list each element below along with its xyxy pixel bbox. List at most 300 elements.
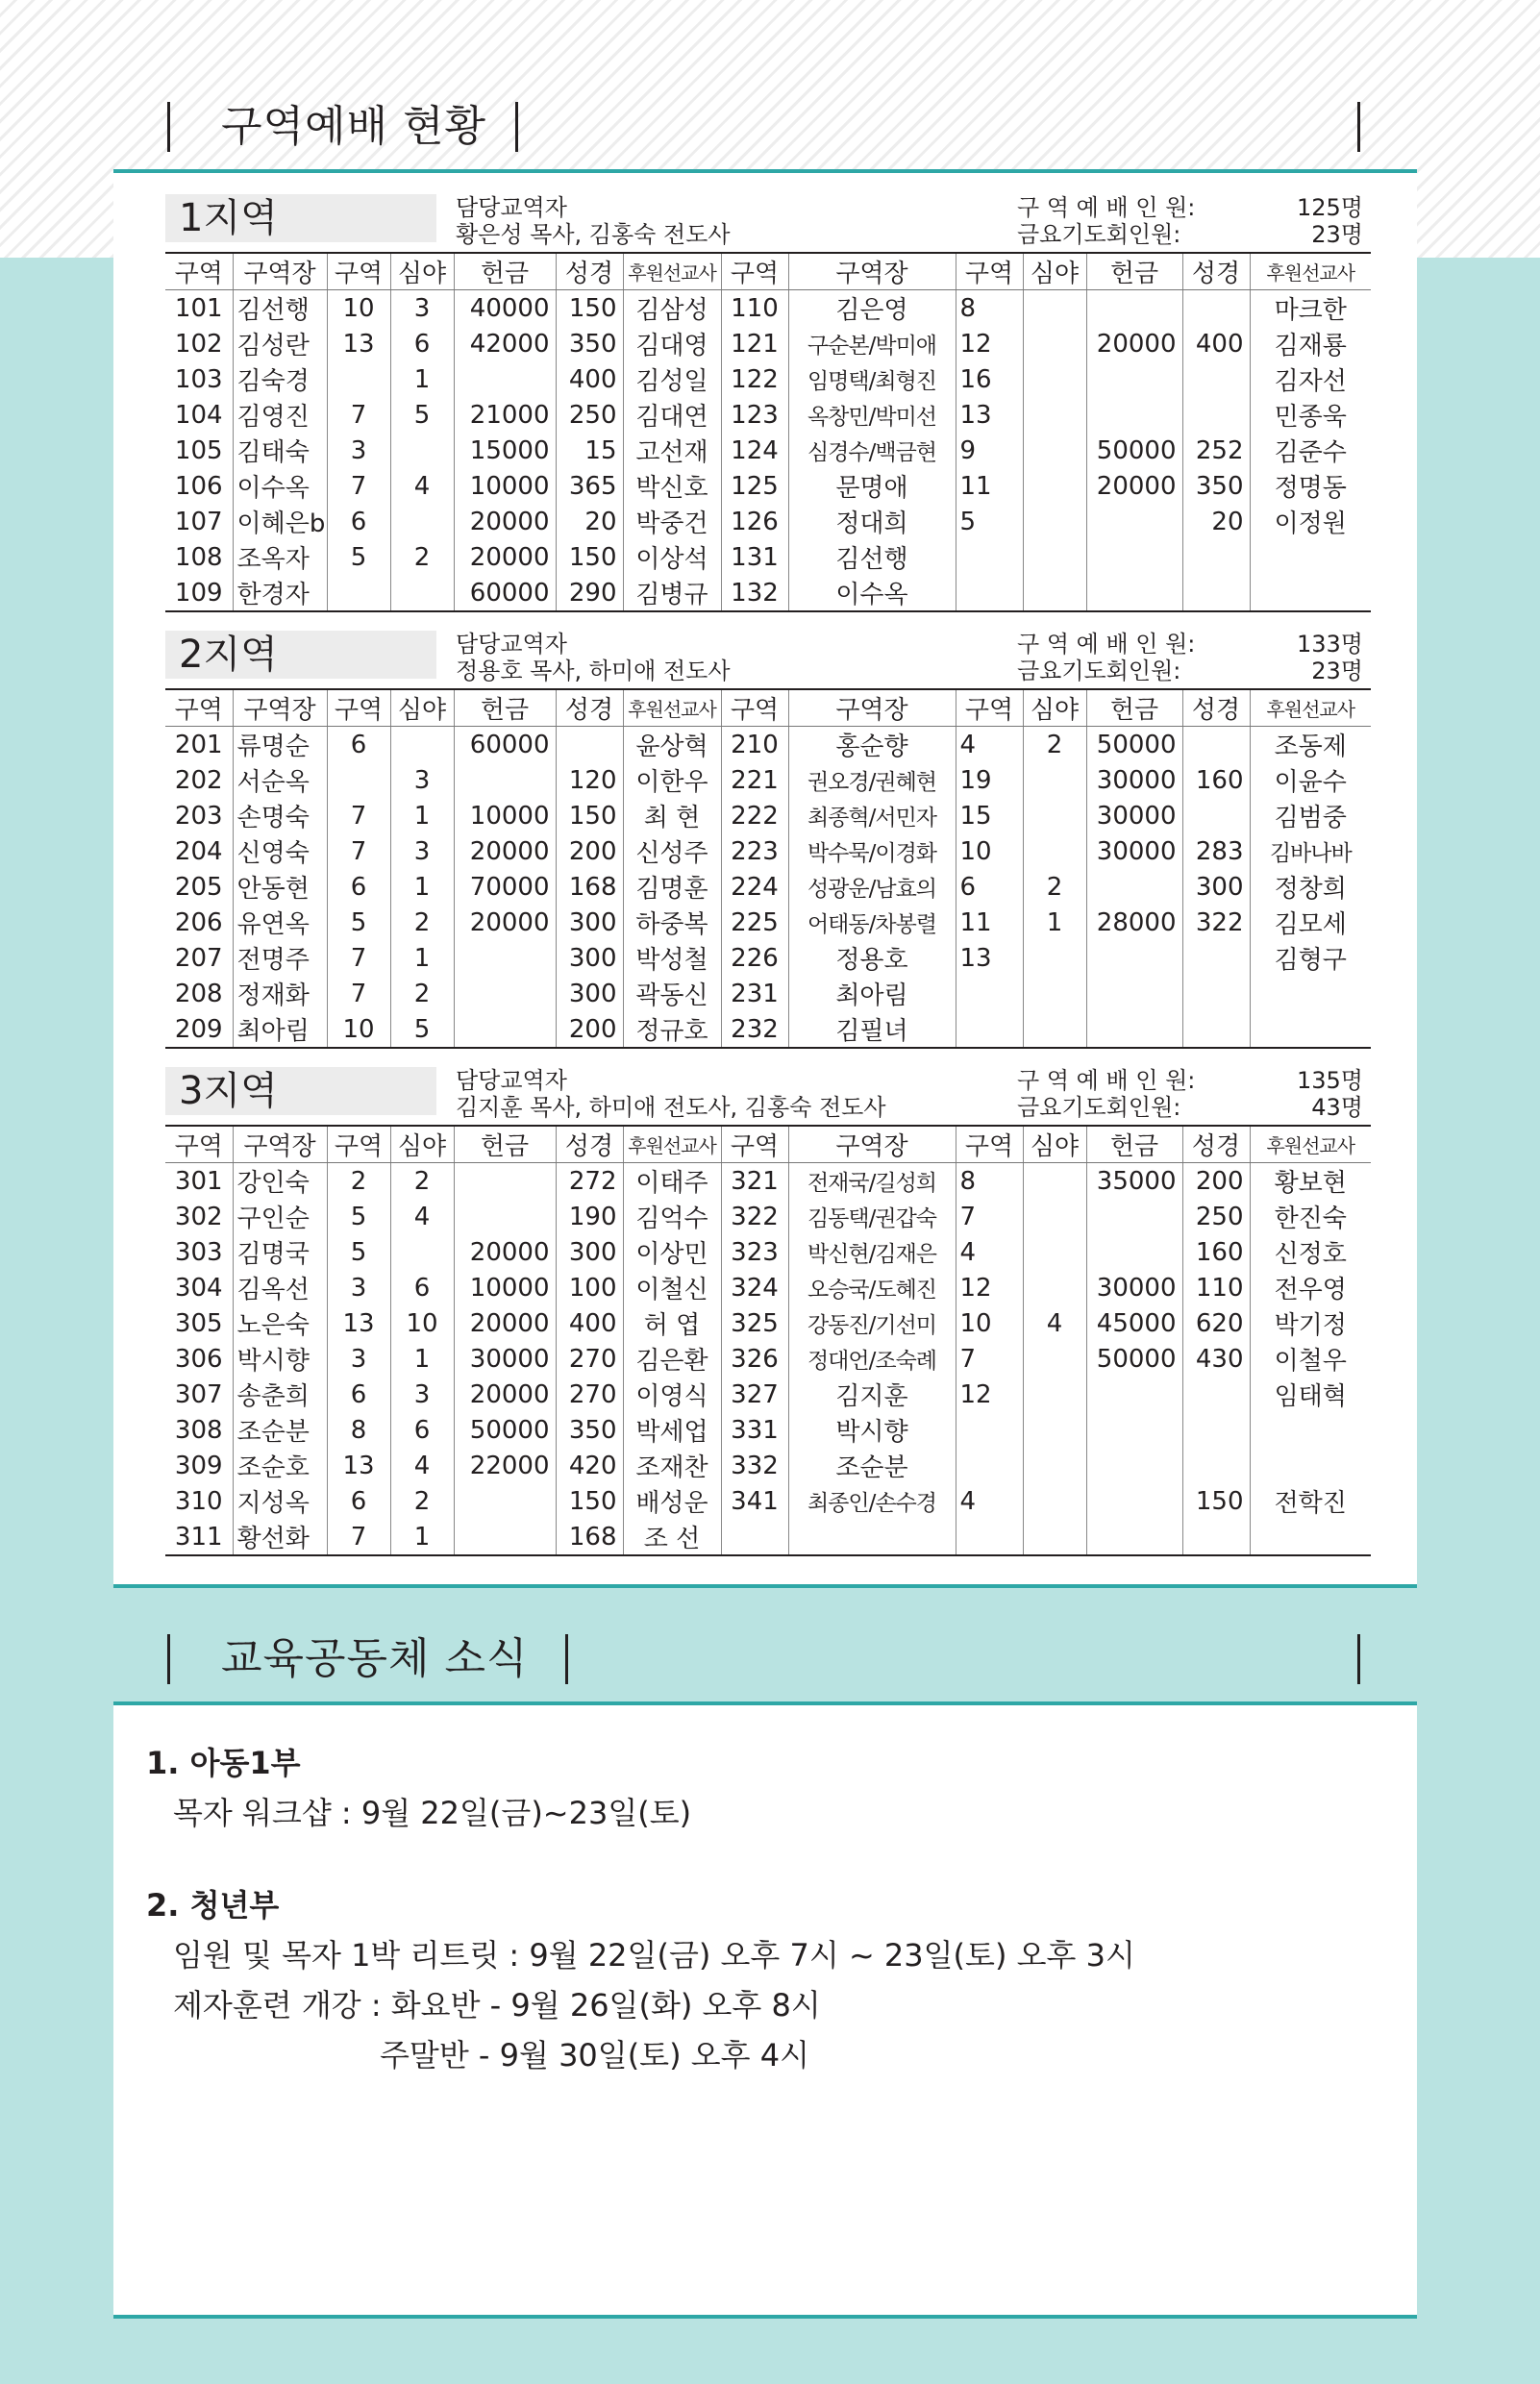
zone-count: 12 — [956, 326, 1023, 361]
column-header: 구역장 — [788, 1126, 956, 1163]
zone-number: 205 — [174, 872, 223, 902]
column-header: 구역 — [956, 1126, 1023, 1163]
missionary: 허 엽 — [623, 1305, 721, 1341]
zone-number: 209 — [174, 1014, 223, 1044]
missionary: 김재룡 — [1250, 326, 1371, 361]
bible-count: 150 — [1182, 1483, 1250, 1519]
night-count: 1 — [1023, 905, 1086, 940]
zone-leader: 정대희 — [788, 504, 956, 539]
header-bar-title-end — [515, 102, 518, 152]
night-count: 1 — [390, 940, 454, 976]
offering — [1086, 504, 1182, 539]
zone-number: 331 — [721, 1412, 788, 1448]
column-header: 구역 — [956, 253, 1023, 290]
offering: 20000 — [1086, 326, 1182, 361]
zone-leader: 김명국 — [233, 1234, 327, 1270]
missionary: 김성일 — [623, 361, 721, 397]
zone-number: 305 — [174, 1308, 223, 1338]
zone-count: 7 — [327, 1519, 390, 1555]
column-header: 헌금 — [1086, 253, 1182, 290]
zone-leader: 박시향 — [788, 1412, 956, 1448]
pastor-names: 정용호 목사, 하미애 전도사 — [456, 658, 731, 684]
zone-count: 5 — [327, 1199, 390, 1234]
zone-number: 310 — [174, 1486, 223, 1516]
zone-leader: 전재국/길성희 — [788, 1163, 956, 1200]
column-header: 구역 — [956, 689, 1023, 727]
missionary: 임태혁 — [1250, 1377, 1371, 1412]
column-header: 헌금 — [454, 689, 556, 727]
zone-leader: 조순분 — [233, 1412, 327, 1448]
missionary: 이상민 — [623, 1234, 721, 1270]
offering — [1086, 397, 1182, 433]
night-count: 5 — [390, 397, 454, 433]
night-count: 1 — [390, 1341, 454, 1377]
missionary — [1250, 539, 1371, 575]
prayer-value: 23명 — [1311, 658, 1363, 684]
zone-count: 3 — [327, 1270, 390, 1305]
news-line: 임원 및 목자 1박 리트릿 : 9월 22일(금) 오후 7시 ~ 23일(토) 오후 3시 — [173, 1937, 1135, 1974]
offering — [1086, 1483, 1182, 1519]
zone-count: 10 — [956, 1305, 1023, 1341]
night-count — [1023, 539, 1086, 575]
offering — [1086, 290, 1182, 327]
missionary: 김범중 — [1250, 798, 1371, 833]
zone-count: 7 — [327, 468, 390, 504]
zone-leader: 노은숙 — [233, 1305, 327, 1341]
bible-count — [1182, 539, 1250, 575]
prayer-label: 금요기도회인원: — [1017, 658, 1181, 684]
zone-number: 207 — [174, 943, 223, 973]
bible-count — [1182, 1011, 1250, 1048]
night-count: 4 — [1023, 1305, 1086, 1341]
zone-count: 10 — [327, 1011, 390, 1048]
column-header: 심야 — [1023, 1126, 1086, 1163]
zone-number: 103 — [174, 364, 223, 394]
zone-number: 323 — [721, 1234, 788, 1270]
zone-leader: 임명택/최형진 — [788, 361, 956, 397]
zone-count: 6 — [327, 869, 390, 905]
section-title: 교육공동체 소식 — [221, 1634, 529, 1683]
offering: 30000 — [454, 1341, 556, 1377]
night-count — [1023, 1234, 1086, 1270]
offering — [1086, 361, 1182, 397]
night-count: 3 — [390, 762, 454, 798]
bible-count: 252 — [1182, 433, 1250, 468]
night-count — [1023, 433, 1086, 468]
bible-count — [1182, 575, 1250, 611]
offering: 21000 — [454, 397, 556, 433]
zone-number: 326 — [721, 1341, 788, 1377]
zone-count: 7 — [956, 1341, 1023, 1377]
bible-count: 420 — [556, 1448, 623, 1483]
table-row — [165, 539, 1371, 575]
pastor-info — [456, 631, 731, 684]
missionary: 이영식 — [623, 1377, 721, 1412]
region-name: 3지역 — [165, 1067, 436, 1115]
bible-count: 300 — [1182, 869, 1250, 905]
attendance-value: 135명 — [1297, 1067, 1363, 1094]
offering: 30000 — [1086, 833, 1182, 869]
missionary: 박신호 — [623, 468, 721, 504]
bible-count — [1182, 1377, 1250, 1412]
night-count — [1023, 504, 1086, 539]
offering: 30000 — [1086, 762, 1182, 798]
missionary: 전학진 — [1250, 1483, 1371, 1519]
column-header: 구역 — [165, 689, 233, 727]
zone-leader: 송춘희 — [233, 1377, 327, 1412]
zone-count: 3 — [327, 1341, 390, 1377]
zone-count: 8 — [327, 1412, 390, 1448]
zone-number: 232 — [721, 1011, 788, 1048]
bible-count: 20 — [556, 504, 623, 539]
prayer-label: 금요기도회인원: — [1017, 221, 1181, 248]
zone-count: 15 — [956, 798, 1023, 833]
night-count: 1 — [390, 798, 454, 833]
missionary: 이태주 — [623, 1163, 721, 1200]
offering: 20000 — [454, 539, 556, 575]
zone-leader: 박수묵/이경화 — [788, 833, 956, 869]
news-line: 주말반 - 9월 30일(토) 오후 4시 — [380, 2037, 810, 2074]
night-count: 1 — [390, 361, 454, 397]
zone-leader: 김지훈 — [788, 1377, 956, 1412]
zone-number: 131 — [721, 539, 788, 575]
table-row — [165, 1234, 1371, 1270]
zone-count — [956, 539, 1023, 575]
zone-number: 110 — [721, 290, 788, 327]
offering — [1086, 1377, 1182, 1412]
column-header: 후원선교사 — [623, 253, 721, 290]
zone-leader: 조순분 — [788, 1448, 956, 1483]
bible-count — [1182, 727, 1250, 763]
bible-count: 350 — [1182, 468, 1250, 504]
night-count: 1 — [390, 869, 454, 905]
night-count: 4 — [390, 1199, 454, 1234]
night-count — [390, 727, 454, 763]
column-header: 구역 — [327, 253, 390, 290]
night-count — [1023, 1519, 1086, 1555]
offering — [1086, 1011, 1182, 1048]
column-header: 심야 — [390, 689, 454, 727]
missionary: 이철우 — [1250, 1341, 1371, 1377]
zone-leader: 최아림 — [233, 1011, 327, 1048]
zone-count — [327, 575, 390, 611]
column-header: 구역장 — [233, 253, 327, 290]
prayer-value: 43명 — [1311, 1094, 1363, 1121]
column-header: 구역 — [327, 689, 390, 727]
offering: 10000 — [454, 468, 556, 504]
zone-count — [956, 976, 1023, 1011]
column-header: 성경 — [1182, 1126, 1250, 1163]
offering — [454, 361, 556, 397]
column-header: 후원선교사 — [623, 1126, 721, 1163]
offering: 20000 — [454, 905, 556, 940]
table-header-row — [165, 253, 1371, 290]
bible-count: 20 — [1182, 504, 1250, 539]
zone-leader: 류명순 — [233, 727, 327, 763]
zone-number — [721, 1519, 788, 1555]
region-name: 1지역 — [165, 194, 436, 242]
table-header-row — [165, 689, 1371, 727]
zone-number: 322 — [721, 1199, 788, 1234]
night-count — [1023, 1377, 1086, 1412]
header-bar-right — [1357, 1634, 1360, 1684]
section-rule-bottom — [113, 1584, 1417, 1588]
region-name: 2지역 — [165, 631, 436, 679]
offering: 50000 — [454, 1412, 556, 1448]
night-count — [1023, 326, 1086, 361]
pastor-info — [456, 194, 731, 248]
table-row — [165, 940, 1371, 976]
offering: 20000 — [454, 1234, 556, 1270]
news-heading-youth: 2. 청년부 — [146, 1887, 280, 1924]
column-header: 심야 — [1023, 253, 1086, 290]
zone-number: 121 — [721, 326, 788, 361]
pastor-names: 황은성 목사, 김홍숙 전도사 — [456, 221, 731, 248]
table-row — [165, 727, 1371, 763]
offering — [454, 1483, 556, 1519]
section-title: 구역예배 현황 — [221, 102, 487, 151]
zone-number: 226 — [721, 940, 788, 976]
table-row — [165, 1412, 1371, 1448]
table-row — [165, 869, 1371, 905]
offering: 10000 — [454, 798, 556, 833]
zone-number: 210 — [721, 727, 788, 763]
bible-count: 283 — [1182, 833, 1250, 869]
column-header: 구역 — [165, 1126, 233, 1163]
bible-count: 150 — [556, 290, 623, 327]
zone-number: 208 — [174, 979, 223, 1008]
missionary: 이윤수 — [1250, 762, 1371, 798]
zone-count: 5 — [327, 905, 390, 940]
night-count — [390, 1234, 454, 1270]
zone-count: 6 — [956, 869, 1023, 905]
zone-count: 7 — [327, 798, 390, 833]
zone-count: 16 — [956, 361, 1023, 397]
zone-count: 13 — [327, 1448, 390, 1483]
bible-count — [1182, 798, 1250, 833]
table-row — [165, 433, 1371, 468]
bible-count: 272 — [556, 1163, 623, 1200]
offering: 20000 — [454, 504, 556, 539]
zone-leader: 정용호 — [788, 940, 956, 976]
news-heading-children: 1. 아동1부 — [146, 1745, 301, 1781]
offering: 22000 — [454, 1448, 556, 1483]
zone-number: 341 — [721, 1483, 788, 1519]
bible-count — [1182, 976, 1250, 1011]
attendance-summary — [1017, 194, 1363, 248]
table-row — [165, 798, 1371, 833]
offering: 20000 — [1086, 468, 1182, 504]
header-bar-title-end — [565, 1634, 568, 1684]
column-header: 구역 — [327, 1126, 390, 1163]
offering: 50000 — [1086, 433, 1182, 468]
night-count — [1023, 1270, 1086, 1305]
missionary: 윤상혁 — [623, 727, 721, 763]
night-count — [1023, 1011, 1086, 1048]
table-row — [165, 504, 1371, 539]
night-count — [1023, 575, 1086, 611]
news-line: 제자훈련 개강 : 화요반 - 9월 26일(화) 오후 8시 — [173, 1987, 821, 2024]
night-count — [1023, 833, 1086, 869]
zone-count: 4 — [956, 727, 1023, 763]
zone-count — [956, 1412, 1023, 1448]
bible-count: 110 — [1182, 1270, 1250, 1305]
zone-leader: 황선화 — [233, 1519, 327, 1555]
missionary: 박성철 — [623, 940, 721, 976]
missionary: 배성운 — [623, 1483, 721, 1519]
missionary: 김삼성 — [623, 290, 721, 327]
table-row — [165, 1011, 1371, 1048]
zone-leader: 김은영 — [788, 290, 956, 327]
night-count: 6 — [390, 1270, 454, 1305]
column-header: 구역 — [721, 1126, 788, 1163]
missionary — [1250, 976, 1371, 1011]
offering — [1086, 940, 1182, 976]
zone-number: 321 — [721, 1163, 788, 1200]
night-count: 4 — [390, 1448, 454, 1483]
table-row — [165, 833, 1371, 869]
missionary: 정명동 — [1250, 468, 1371, 504]
bible-count: 322 — [1182, 905, 1250, 940]
bible-count: 300 — [556, 976, 623, 1011]
zone-count: 10 — [956, 833, 1023, 869]
prayer-label: 금요기도회인원: — [1017, 1094, 1181, 1121]
attendance-label: 구 역 예 배 인 원: — [1017, 631, 1196, 658]
zone-number: 325 — [721, 1305, 788, 1341]
bible-count: 430 — [1182, 1341, 1250, 1377]
offering — [1086, 539, 1182, 575]
zone-count: 4 — [956, 1483, 1023, 1519]
zone-count: 5 — [327, 1234, 390, 1270]
zone-number: 126 — [721, 504, 788, 539]
pastor-label: 담당교역자 — [456, 194, 567, 221]
column-header: 구역장 — [233, 1126, 327, 1163]
missionary: 김억수 — [623, 1199, 721, 1234]
missionary: 김형구 — [1250, 940, 1371, 976]
zone-number: 202 — [174, 765, 223, 795]
missionary: 박중건 — [623, 504, 721, 539]
bible-count: 620 — [1182, 1305, 1250, 1341]
missionary: 정규호 — [623, 1011, 721, 1048]
missionary: 민종욱 — [1250, 397, 1371, 433]
column-header: 심야 — [390, 1126, 454, 1163]
night-count: 3 — [390, 833, 454, 869]
missionary: 조재찬 — [623, 1448, 721, 1483]
zone-number: 123 — [721, 397, 788, 433]
offering — [1086, 1234, 1182, 1270]
zone-number: 311 — [174, 1522, 223, 1552]
zone-leader: 김동택/권갑숙 — [788, 1199, 956, 1234]
night-count — [1023, 468, 1086, 504]
zone-count: 8 — [956, 1163, 1023, 1200]
zone-leader: 최종혁/서민자 — [788, 798, 956, 833]
zone-count: 13 — [956, 940, 1023, 976]
missionary: 박세업 — [623, 1412, 721, 1448]
missionary: 이정원 — [1250, 504, 1371, 539]
column-header: 후원선교사 — [623, 689, 721, 727]
night-count: 2 — [390, 539, 454, 575]
table-row — [165, 762, 1371, 798]
zone-count — [956, 1519, 1023, 1555]
night-count: 2 — [390, 1483, 454, 1519]
zone-leader: 김필녀 — [788, 1011, 956, 1048]
column-header: 구역 — [165, 253, 233, 290]
missionary — [1250, 575, 1371, 611]
column-header: 성경 — [556, 689, 623, 727]
table-row — [165, 1305, 1371, 1341]
table-row — [165, 1483, 1371, 1519]
zone-leader: 구순본/박미애 — [788, 326, 956, 361]
zone-count: 13 — [327, 326, 390, 361]
zone-leader: 성광운/남효의 — [788, 869, 956, 905]
attendance-summary — [1017, 631, 1363, 684]
offering — [1086, 1199, 1182, 1234]
offering: 15000 — [454, 433, 556, 468]
night-count — [1023, 798, 1086, 833]
bible-count: 190 — [556, 1199, 623, 1234]
zone-leader: 박신현/김재은 — [788, 1234, 956, 1270]
zone-count: 10 — [327, 290, 390, 327]
bible-count: 270 — [556, 1377, 623, 1412]
pastor-info — [456, 1067, 886, 1121]
zone-number: 109 — [174, 578, 223, 608]
zone-leader: 김옥선 — [233, 1270, 327, 1305]
zone-table — [165, 688, 1371, 1049]
bible-count — [1182, 1519, 1250, 1555]
bible-count: 120 — [556, 762, 623, 798]
table-row — [165, 1270, 1371, 1305]
missionary: 김준수 — [1250, 433, 1371, 468]
zone-number: 307 — [174, 1379, 223, 1409]
section-header-worship — [0, 98, 1540, 156]
table-row — [165, 1519, 1371, 1555]
zone-number: 225 — [721, 905, 788, 940]
night-count — [390, 504, 454, 539]
table-header-row — [165, 1126, 1371, 1163]
zone-number: 125 — [721, 468, 788, 504]
zone-number: 106 — [174, 471, 223, 501]
night-count — [1023, 397, 1086, 433]
zone-count: 5 — [956, 504, 1023, 539]
section-rule-bottom — [113, 2315, 1417, 2319]
zone-number: 101 — [174, 293, 223, 323]
offering — [454, 762, 556, 798]
bible-count: 400 — [556, 1305, 623, 1341]
missionary: 김명훈 — [623, 869, 721, 905]
table-row — [165, 575, 1371, 611]
zone-count: 11 — [956, 905, 1023, 940]
zone-table — [165, 252, 1371, 612]
offering: 70000 — [454, 869, 556, 905]
zone-count: 7 — [327, 976, 390, 1011]
zone-leader: 이혜은b — [233, 504, 327, 539]
bible-count: 160 — [1182, 1234, 1250, 1270]
night-count: 5 — [390, 1011, 454, 1048]
zone-number: 301 — [174, 1166, 223, 1196]
zone-number: 309 — [174, 1451, 223, 1480]
zone-count: 8 — [956, 290, 1023, 327]
column-header: 성경 — [556, 253, 623, 290]
offering: 28000 — [1086, 905, 1182, 940]
column-header: 후원선교사 — [1250, 253, 1371, 290]
missionary — [1250, 1011, 1371, 1048]
zone-leader: 문명애 — [788, 468, 956, 504]
bible-count: 300 — [556, 905, 623, 940]
zone-count: 6 — [327, 504, 390, 539]
offering: 10000 — [454, 1270, 556, 1305]
bible-count: 300 — [556, 940, 623, 976]
column-header: 헌금 — [454, 1126, 556, 1163]
